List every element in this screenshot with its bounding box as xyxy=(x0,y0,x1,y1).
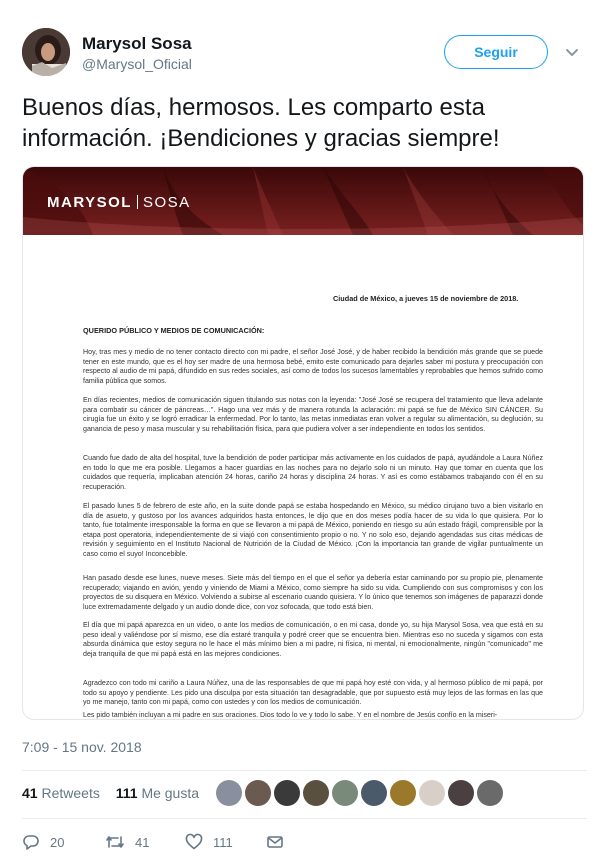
liker-avatar[interactable] xyxy=(361,780,387,806)
doc-paragraph: Hoy, tras mes y medio de no tener contacto directo con mi padre, el señor José José, y de haber recibido la bendición más grande que se puede tener en este mundo, que es el hoy ser madre de una hermosa bebé, emito este comunicado para dejarles saber mi postura y preocupación con respecto al audio de mi papá, difundido en sus redes sociales, así como de todos los sucesos lamentables y reprobables que hemos sufrido como familia pública que somos. xyxy=(83,348,543,385)
envelope-icon xyxy=(266,833,284,851)
reply-icon xyxy=(22,833,40,851)
doc-paragraph: Cuando fue dado de alta del hospital, tuve la bendición de poder participar más activamente en los cuidados de papá, ayudándole a Laura Núñez en todo lo que me era posible. Llegamos a hacer guardias en las noches para no dejarlo solo ni un minuto. Hay que tomar en cuenta que los cuidados que requería, implicaban atención 24 horas, cariño 24 horas y disciplina 24 horas. Y así es como estábamos trabajando con él en su recuperación. xyxy=(83,454,543,491)
retweet-count: 41 xyxy=(135,834,150,850)
doc-dateline: Ciudad de México, a jueves 15 de noviembre de 2018. xyxy=(333,294,519,303)
brand-logo: MARYSOL SOSA xyxy=(47,194,191,211)
liker-avatar[interactable] xyxy=(216,780,242,806)
likes-stat[interactable]: 111 Me gusta xyxy=(115,785,200,801)
doc-paragraph: Han pasado desde ese lunes, nueve meses. Siete más del tiempo en el que el señor ya debería estar caminando por su propio pie, plenamente recuperado; viajando en avión, yendo y viniendo de Miami a México, como siempre ha sido su vida. Cumpliendo con sus compromisos y con los proyectos de su disquera en México. Volviendo a subirse al escenario cuando quisiera. Y lo único que tenemos son imágenes de paparazzi donde luce extremadamente delgado y un audio donde dice, con voz sofocada, que todo está bien. xyxy=(83,574,543,611)
liker-avatar[interactable] xyxy=(245,780,271,806)
user-name[interactable]: Marysol Sosa xyxy=(82,34,192,53)
doc-paragraph: El día que mi papá aparezca en un video, o ante los medios de comunicación, o en mi casa, donde yo, su hija Marysol Sosa, vea que está en su peso ideal y valiéndose por sí mismo, ese día estaré tranquila y podré creer que se encuentra bien. Mientras eso no suceda y sigamos con esta absurda dinámica que estoy segura no le hace el más mínimo bien a mi padre, ni física, ni mental, ni emocionalmente, ningún "comunicado" me deja tranquila de que mi papá está en las mejores condiciones. xyxy=(83,621,543,658)
retweet-icon xyxy=(105,833,125,851)
tweet-actions xyxy=(22,831,587,853)
avatar-photo-icon xyxy=(22,28,70,76)
like-button[interactable] xyxy=(185,831,233,853)
tweet-text: Buenos días, hermosos. Les comparto esta información. ¡Bendiciones y gracias siempre! xyxy=(22,94,500,152)
tweet-timestamp[interactable]: 7:09 - 15 nov. 2018 xyxy=(22,739,142,755)
chevron-down-icon[interactable] xyxy=(563,44,581,62)
doc-paragraph: Agradezco con todo mi cariño a Laura Núñez, una de las responsables de que mi papá hoy esté con vida, y al hermoso público de mi papá, por todo su apoyo y pendiente. Les pido una disculpa por esta situación tan desagradable, que por supuesto está muy lejos de las formas en las que yo me manejo, tanto con mi papá, como con ustedes y con los medios de comunicación. xyxy=(83,679,543,707)
attached-image[interactable] xyxy=(22,166,584,720)
doc-paragraph: Les pido también incluyan a mi padre en sus oraciones. Dios todo lo ve y todo lo sabe. Y en el nombre de Jesús confío en la miseri- xyxy=(83,711,498,719)
avatar[interactable] xyxy=(22,28,70,76)
heart-icon xyxy=(185,833,203,851)
liker-avatar[interactable] xyxy=(390,780,416,806)
liker-avatar[interactable] xyxy=(303,780,329,806)
reply-count: 20 xyxy=(50,834,65,850)
doc-paragraph: El pasado lunes 5 de febrero de este año, en la suite donde papá se estaba hospedando en México, su médico cirujano tuvo a bien visitarlo en día de asueto, y gustoso por los avances adquiridos hasta entonces, le dijo que en dos meses podía hacer de su vida lo que quisiera. Por lo tanto, fue totalmente irresponsable la forma en que se llevaron a mi papá de México, poniendo en riesgo su aún estado frágil, comprensible por la etapa post operatoria, independientemente de si viajó con consentimiento propio o no. Y no solo eso, dejando agendadas sus citas médicas de revisión y seguimiento en el Instituto Nacional de Nutrición de la Ciudad de México. ¡Con la importancia tan grande de vigilar puntualmente un caso como el suyo! Inconcebible. xyxy=(83,502,543,558)
doc-salutation: QUERIDO PÚBLICO Y MEDIOS DE COMUNICACIÓN: xyxy=(83,326,265,335)
liker-avatar[interactable] xyxy=(477,780,503,806)
divider xyxy=(22,818,587,819)
tweet-stats xyxy=(22,785,199,801)
follow-button[interactable]: Seguir xyxy=(444,35,548,69)
liker-avatar[interactable] xyxy=(419,780,445,806)
doc-paragraph: En días recientes, medios de comunicación siguen titulando sus notas con la leyenda: "José José se recupera del tratamiento que lleva adelante para combatir su cáncer de páncreas…". Hago una vez más y de manera rotunda la aclaración: mi papá se fue de México SIN CÁNCER. Su cirugía fue un éxito y se logró erradicar la enfermedad. Por lo tanto, las metas inmediatas eran volver a regular su alimentación, su deglución, su ganancia de peso y masa muscular y su rehabilitación física, para que pudiera volver a ser independiente en todos los sentidos. xyxy=(83,396,543,433)
divider xyxy=(22,770,587,771)
liker-avatar[interactable] xyxy=(448,780,474,806)
tweet-header xyxy=(0,0,603,90)
retweet-button[interactable] xyxy=(105,831,149,853)
liker-avatar[interactable] xyxy=(332,780,358,806)
user-handle[interactable]: @Marysol_Oficial xyxy=(82,56,192,72)
like-count: 111 xyxy=(213,834,233,850)
retweets-stat[interactable]: 41 Retweets xyxy=(22,785,100,801)
direct-message-button[interactable] xyxy=(266,831,294,853)
reply-button[interactable] xyxy=(22,831,64,853)
liker-avatar[interactable] xyxy=(274,780,300,806)
